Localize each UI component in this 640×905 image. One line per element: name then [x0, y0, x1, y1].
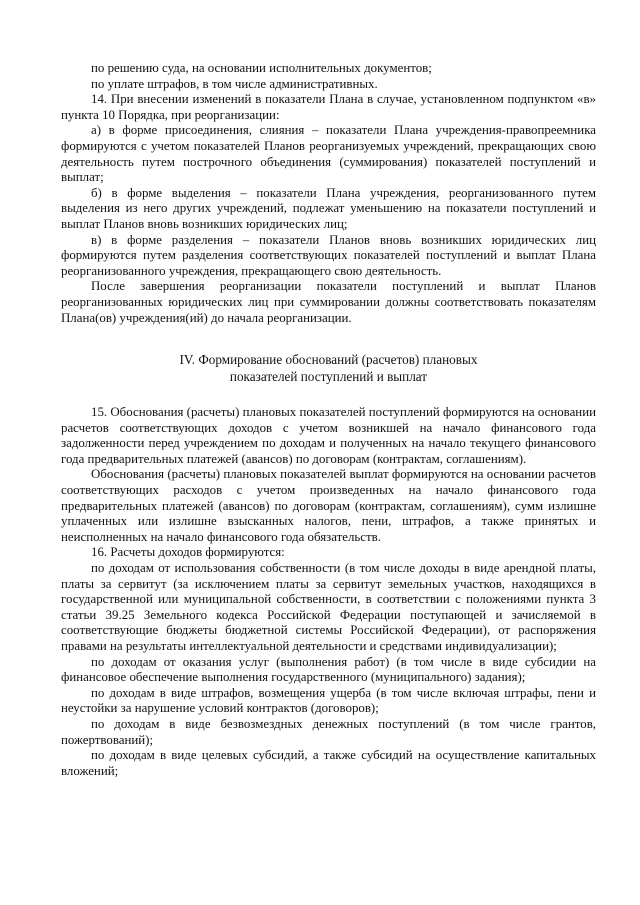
paragraph-gratuitous-income: по доходам в виде безвозмездных денежных поступлений (в том числе грантов, пожертвований); — [61, 716, 596, 747]
paragraph-payments-justification: Обоснования (расчеты) плановых показателей выплат формируются на основании расчетов соответствующих расходов с учетом произведенных на начало финансового года предварительных платежей (авансов) по договорам (контрактам, соглашениям), сумм излишне уплаченных или излишне взысканных налогов, пени, штрафов, а также принятых и неисполненных на начало финансового года обязательств. — [61, 467, 596, 544]
paragraph-item-16: 16. Расчеты доходов формируются: — [91, 545, 285, 560]
section-heading-line-1: IV. Формирование обоснований (расчетов) плановых — [179, 352, 478, 368]
paragraph-after-reorganization: После завершения реорганизации показатели поступлений и выплат Планов реорганизованных юридических лиц при суммировании должны соответствовать показателям Плана(ов) учреждения(ий) до начала реорганизации. — [61, 279, 596, 325]
paragraph-penalties-income: по доходам в виде штрафов, возмещения ущерба (в том числе включая штрафы, пени и неустойки за нарушение условий контрактов (договоров); — [61, 685, 596, 716]
paragraph-item-14a: а) в форме присоединения, слияния – показатели Плана учреждения-правопреемника формируются с учетом показателей Планов реорганизуемых учреждений, прекращающих свою деятельность путем построчного объединения (суммирования) показателей поступлений и выплат; — [61, 123, 596, 185]
paragraph-court-decision: по решению суда, на основании исполнительных документов; — [91, 61, 432, 75]
paragraph-item-14c: в) в форме разделения – показатели Планов вновь возникших юридических лиц формируются путем разделения соответствующих показателей поступлений и выплат Плана реорганизованного учреждения, прекращающего свою деятельность. — [61, 232, 596, 278]
section-heading-line-2: показателей поступлений и выплат — [229, 368, 428, 384]
paragraph-fines: по уплате штрафов, в том числе административных. — [91, 76, 378, 91]
paragraph-item-15: 15. Обоснования (расчеты) плановых показателей поступлений формируются на основании расчетов соответствующих доходов с учетом возникшей на начало финансового года задолженности перед учреждением по доходам и полученных на начало текущего финансового года предварительных платежей (авансов) по договорам (контрактам, соглашениям). — [61, 405, 596, 466]
paragraph-item-14: 14. При внесении изменений в показатели Плана в случае, установленном подпунктом «в» пункта 10 Порядка, при реорганизации: — [61, 92, 596, 122]
paragraph-item-14b: б) в форме выделения – показатели Плана учреждения, реорганизованного путем выделения из него других учреждений, подлежат уменьшению на показатели поступлений и выплат Планов вновь возникших юридических лиц; — [61, 185, 596, 231]
section-heading — [61, 352, 596, 385]
paragraph-property-income: по доходам от использования собственности (в том числе доходы в виде арендной платы, платы за сервитут (за исключением платы за сервитут земельных участков, находящихся в государственной или муниципальной собственности, в соответствии с положениями пункта 3 статьи 39.25 Земельного кодекса Российской Федерации поступающей и зачисляемой в соответствующие бюджеты бюджетной системы Российской Федерации), от распоряжения правами на результаты интеллектуальной деятельности и средствами индивидуализации); — [61, 561, 596, 653]
paragraph-services-income: по доходам от оказания услуг (выполнения работ) (в том числе в виде субсидии на финансовое обеспечение выполнения государственного (муниципального) задания); — [61, 654, 596, 685]
paragraph-target-subsidies: по доходам в виде целевых субсидий, а также субсидий на осуществление капитальных вложений; — [61, 748, 596, 778]
